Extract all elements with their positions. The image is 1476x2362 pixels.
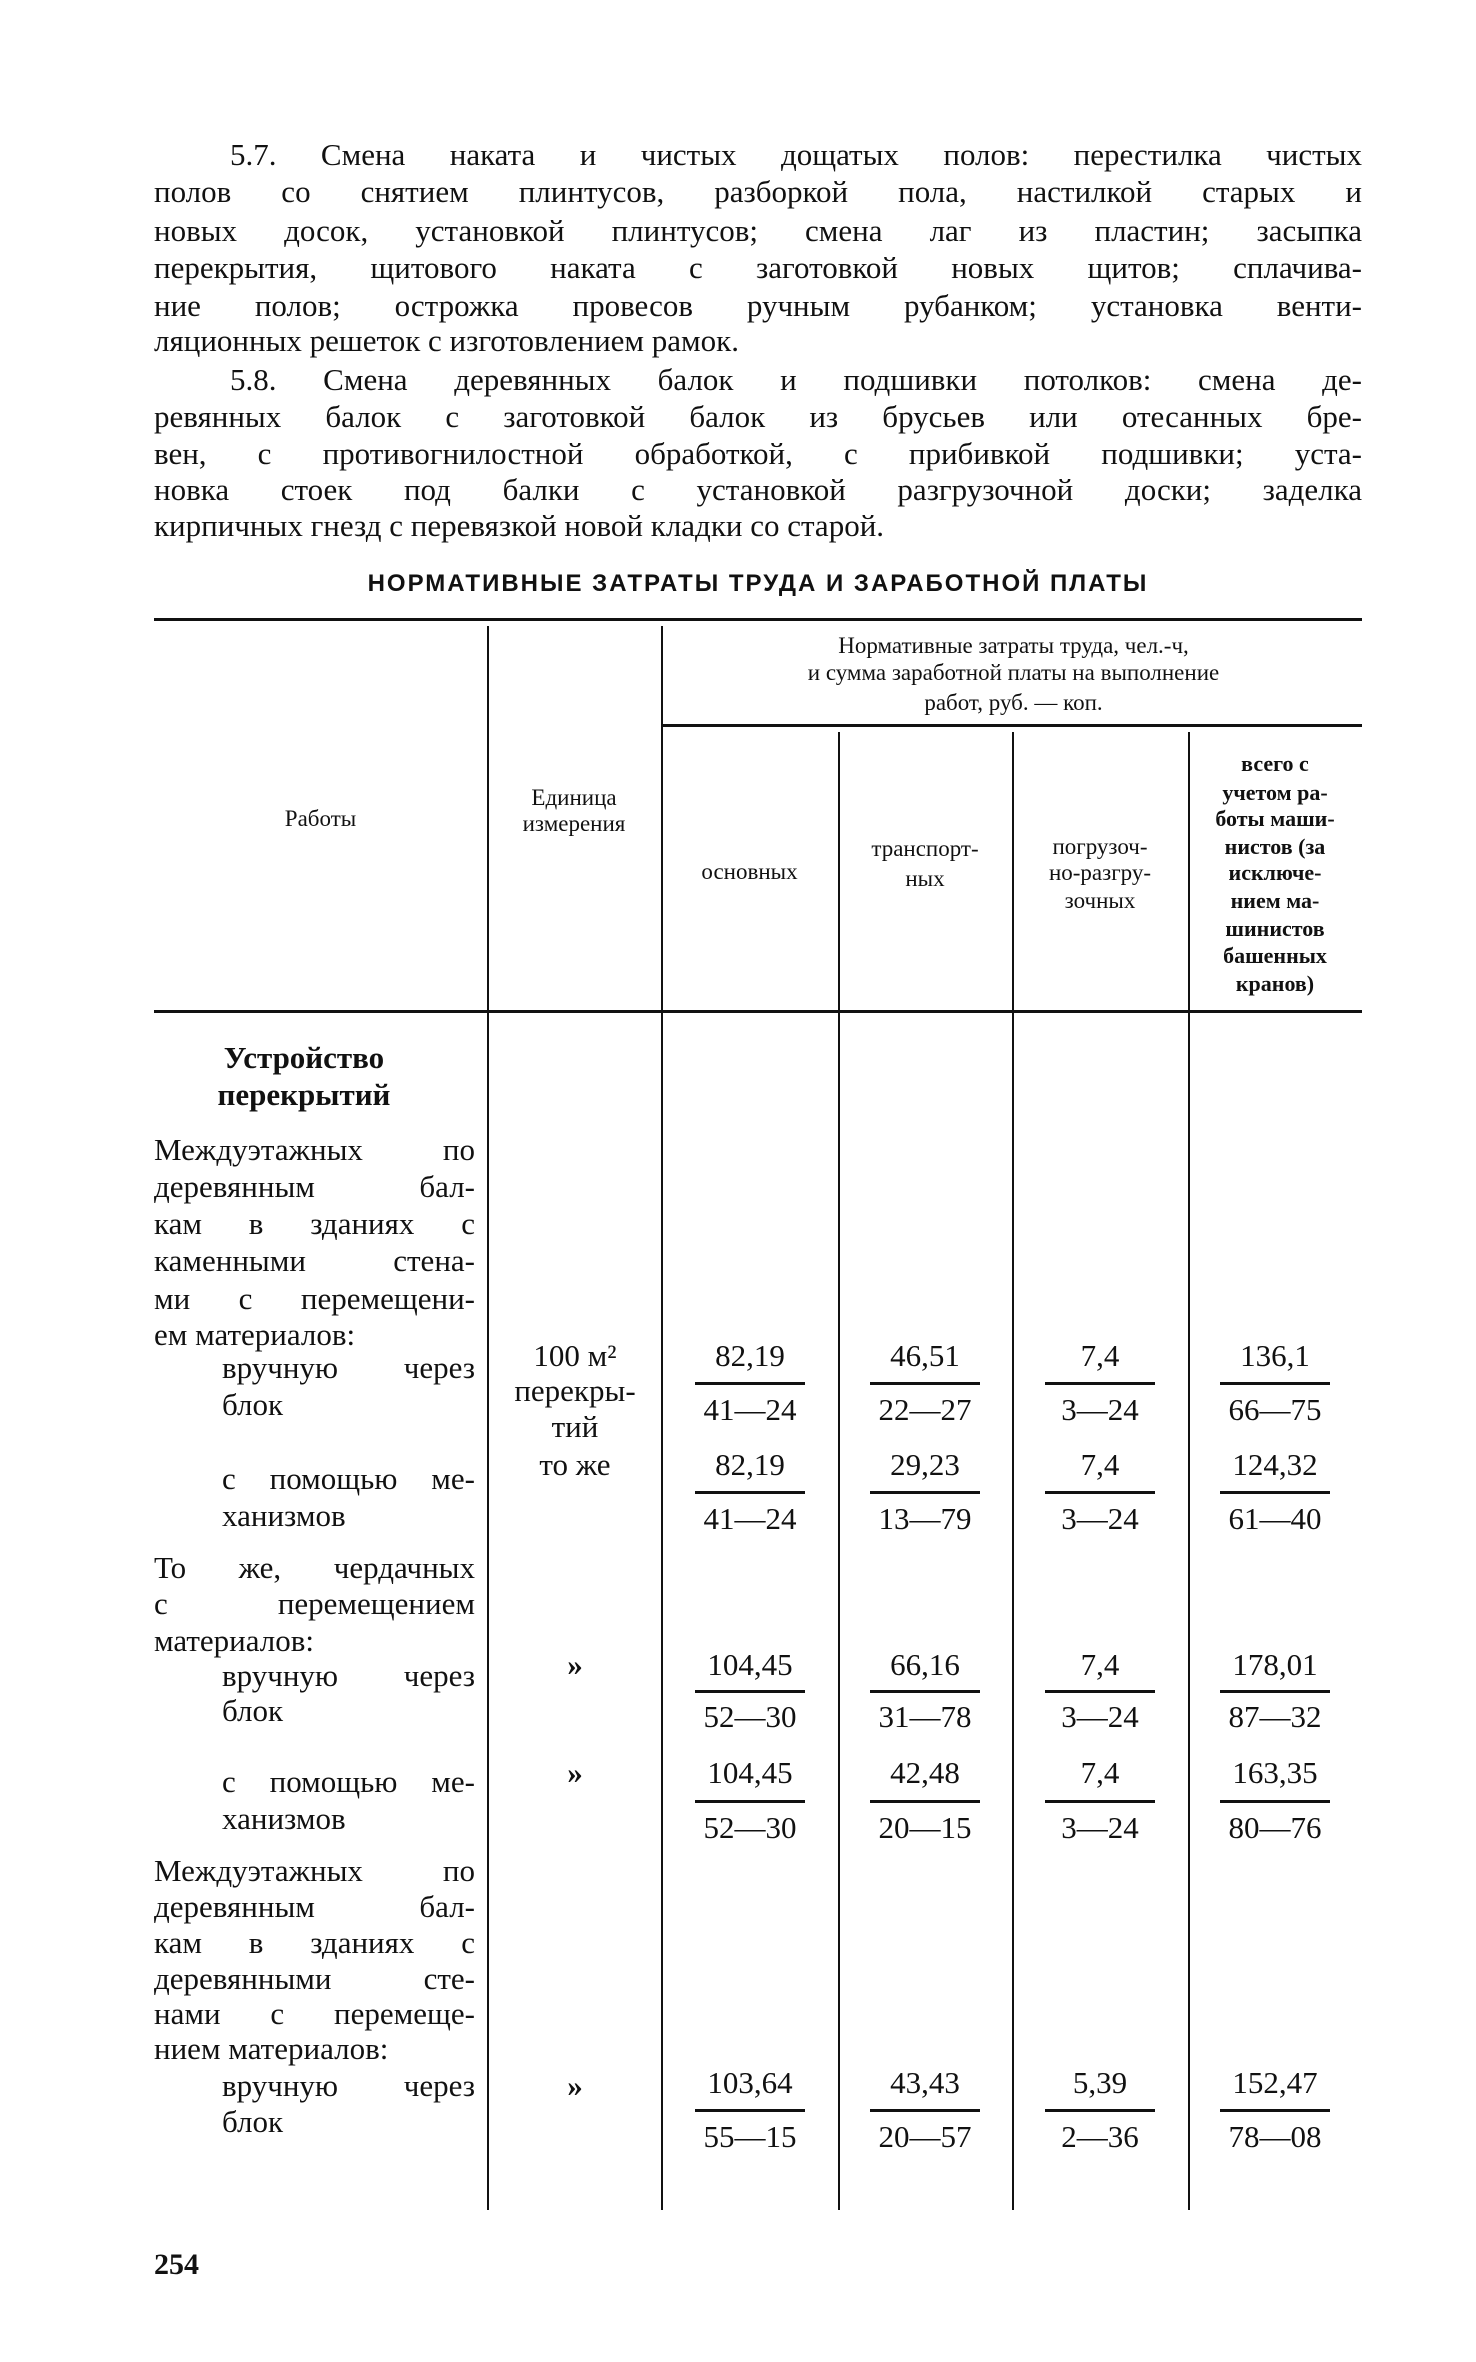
- norm-value-wage: 31—78: [878, 1699, 972, 1734]
- norm-value-labor: 136,1: [1240, 1338, 1310, 1373]
- fraction-line: [1045, 1491, 1155, 1494]
- work-description-line: вручную через: [222, 1658, 475, 1693]
- fraction-line: [695, 1800, 805, 1803]
- paragraph-line: полов со снятием плинтусов, разборкой пола, настилкой старых и: [154, 174, 1362, 209]
- work-description-line: деревянным бал-: [154, 1169, 475, 1204]
- norm-value-labor: 152,47: [1232, 2065, 1318, 2100]
- work-description-line: с перемещением: [154, 1586, 475, 1621]
- fraction-line: [1220, 1491, 1330, 1494]
- unit-line: 100 м²: [533, 1338, 617, 1373]
- paragraph-line: новых досок, установкой плинтусов; смена лаг из пластин; засыпка: [154, 213, 1362, 248]
- fraction-line: [1045, 2109, 1155, 2112]
- fraction-line: [1045, 1690, 1155, 1693]
- work-description-line: деревянным бал-: [154, 1889, 475, 1924]
- norm-value-labor: 7,4: [1080, 1338, 1120, 1373]
- header-bottom-rule: [154, 1010, 1362, 1013]
- fraction-line: [870, 1491, 980, 1494]
- header-column-line: зочных: [1064, 888, 1136, 913]
- norm-value-wage: 61—40: [1228, 1501, 1322, 1536]
- norm-value-labor: 103,64: [707, 2065, 793, 2100]
- header-unit-line: Единица: [531, 785, 617, 810]
- work-description-line: блок: [222, 2104, 284, 2139]
- header-column-line: но-разгру-: [1048, 860, 1152, 885]
- unit-line: »: [567, 1647, 583, 1682]
- header-group-rule: [661, 724, 1362, 727]
- paragraph-line: 5.7. Смена наката и чистых дощатых полов: перестилка чистых: [230, 137, 1362, 172]
- norm-value-wage: 80—76: [1228, 1810, 1322, 1845]
- norm-value-labor: 104,45: [707, 1647, 793, 1682]
- norm-value-labor: 29,23: [890, 1447, 960, 1482]
- header-column-line: нием ма-: [1230, 888, 1320, 913]
- header-column-line: основных: [701, 859, 798, 884]
- norm-value-wage: 66—75: [1228, 1392, 1322, 1427]
- header-group-line: Нормативные затраты труда, чел.-ч,: [838, 633, 1189, 658]
- norm-value-labor: 5,39: [1072, 2065, 1128, 2100]
- norm-value-wage: 20—15: [878, 1810, 972, 1845]
- paragraph-line: новка стоек под балки с установкой разгрузочной доски; заделка: [154, 472, 1362, 507]
- fraction-line: [695, 1382, 805, 1385]
- fraction-line: [870, 1382, 980, 1385]
- paragraph-line: 5.8. Смена деревянных балок и подшивки потолков: смена де-: [230, 362, 1362, 397]
- header-column-line: шинистов: [1225, 916, 1325, 941]
- unit-line: перекры-: [514, 1373, 636, 1408]
- norm-value-labor: 7,4: [1080, 1755, 1120, 1790]
- fraction-line: [870, 2109, 980, 2112]
- norm-value-labor: 163,35: [1232, 1755, 1318, 1790]
- work-description-line: Устройство: [223, 1040, 385, 1075]
- unit-line: »: [567, 2068, 583, 2103]
- norm-value-wage: 78—08: [1228, 2119, 1322, 2154]
- norm-value-labor: 124,32: [1232, 1447, 1318, 1482]
- header-column-line: погрузоч-: [1052, 834, 1148, 859]
- work-description-line: вручную через: [222, 1350, 475, 1385]
- fraction-line: [1220, 1382, 1330, 1385]
- norm-value-labor: 178,01: [1232, 1647, 1318, 1682]
- fraction-line: [695, 2109, 805, 2112]
- unit-line: тий: [551, 1409, 599, 1444]
- work-description-line: ханизмов: [222, 1801, 346, 1836]
- norm-value-labor: 66,16: [890, 1647, 960, 1682]
- work-description-line: материалов:: [154, 1623, 315, 1658]
- norm-value-labor: 7,4: [1080, 1647, 1120, 1682]
- work-description-line: блок: [222, 1693, 284, 1728]
- fraction-line: [1220, 2109, 1330, 2112]
- norm-value-wage: 41—24: [703, 1392, 797, 1427]
- table-title: НОРМАТИВНЫЕ ЗАТРАТЫ ТРУДА И ЗАРАБОТНОЙ ПЛАТЫ: [367, 570, 1149, 597]
- fraction-line: [695, 1491, 805, 1494]
- column-divider: [1012, 732, 1014, 2210]
- fraction-line: [695, 1690, 805, 1693]
- fraction-line: [870, 1690, 980, 1693]
- work-description-line: с помощью ме-: [222, 1461, 475, 1496]
- work-description-line: деревянными сте-: [154, 1961, 475, 1996]
- norm-value-labor: 82,19: [715, 1338, 785, 1373]
- header-column-line: исключе-: [1228, 860, 1322, 885]
- page-number: 254: [154, 2248, 199, 2281]
- paragraph-line: вен, с противогнилостной обработкой, с прибивкой подшивки; уста-: [154, 436, 1362, 471]
- header-unit-line: измерения: [522, 811, 626, 836]
- norm-value-labor: 104,45: [707, 1755, 793, 1790]
- paragraph-line: ние полов; острожка провесов ручным рубанком; установка венти-: [154, 288, 1362, 323]
- fraction-line: [1220, 1690, 1330, 1693]
- norm-value-labor: 43,43: [890, 2065, 960, 2100]
- work-description-line: перекрытий: [217, 1077, 391, 1112]
- header-column-line: транспорт-: [871, 836, 979, 861]
- work-description-line: блок: [222, 1387, 284, 1422]
- norm-value-wage: 3—24: [1061, 1810, 1139, 1845]
- work-description-line: каменными стена-: [154, 1243, 475, 1278]
- header-column-line: учетом ра-: [1222, 780, 1328, 805]
- norm-value-wage: 20—57: [878, 2119, 972, 2154]
- work-description-line: нами с перемеще-: [154, 1996, 475, 2031]
- work-description-line: ем материалов:: [154, 1317, 356, 1352]
- paragraph-line: кирпичных гнезд с перевязкой новой кладки со старой.: [154, 508, 885, 543]
- unit-line: то же: [539, 1447, 611, 1482]
- work-description-line: ми с перемещени-: [154, 1281, 475, 1316]
- header-column-line: всего с: [1241, 751, 1309, 776]
- norm-value-wage: 3—24: [1061, 1392, 1139, 1427]
- norm-value-wage: 2—36: [1061, 2119, 1139, 2154]
- work-description-line: кам в зданиях с: [154, 1925, 475, 1960]
- header-group-line: и сумма заработной платы на выполнение: [807, 660, 1220, 685]
- header-column-line: ных: [905, 866, 945, 891]
- norm-value-wage: 52—30: [703, 1699, 797, 1734]
- work-description-line: Междуэтажных по: [154, 1853, 475, 1888]
- norm-value-labor: 82,19: [715, 1447, 785, 1482]
- work-description-line: с помощью ме-: [222, 1764, 475, 1799]
- work-description-line: Междуэтажных по: [154, 1132, 475, 1167]
- header-column-line: кранов): [1235, 971, 1315, 996]
- norm-value-wage: 87—32: [1228, 1699, 1322, 1734]
- column-divider: [838, 732, 840, 2210]
- norm-value-wage: 55—15: [703, 2119, 797, 2154]
- paragraph-line: ревянных балок с заготовкой балок из брусьев или отесанных бре-: [154, 399, 1362, 434]
- work-description-line: вручную через: [222, 2068, 475, 2103]
- work-description-line: То же, чердачных: [154, 1550, 475, 1585]
- work-description-line: кам в зданиях с: [154, 1206, 475, 1241]
- fraction-line: [1045, 1800, 1155, 1803]
- norm-value-wage: 3—24: [1061, 1501, 1139, 1536]
- header-column-line: боты маши-: [1215, 806, 1335, 831]
- fraction-line: [870, 1800, 980, 1803]
- norm-value-wage: 13—79: [878, 1501, 972, 1536]
- header-column-line: нистов (за: [1224, 834, 1326, 859]
- unit-line: »: [567, 1755, 583, 1790]
- paragraph-line: ляционных решеток с изготовлением рамок.: [154, 323, 739, 358]
- norm-value-wage: 41—24: [703, 1501, 797, 1536]
- norm-value-labor: 46,51: [890, 1338, 960, 1373]
- header-works: Работы: [284, 806, 357, 831]
- header-column-line: башенных: [1223, 943, 1327, 968]
- norm-value-wage: 52—30: [703, 1810, 797, 1845]
- fraction-line: [1045, 1382, 1155, 1385]
- work-description-line: ханизмов: [222, 1498, 346, 1533]
- work-description-line: нием материалов:: [154, 2031, 389, 2066]
- norm-value-wage: 3—24: [1061, 1699, 1139, 1734]
- norm-value-wage: 22—27: [878, 1392, 972, 1427]
- fraction-line: [1220, 1800, 1330, 1803]
- paragraph-line: перекрытия, щитового наката с заготовкой новых щитов; сплачива-: [154, 250, 1362, 285]
- table-top-rule: [154, 618, 1362, 621]
- header-group-line: работ, руб. — коп.: [924, 690, 1103, 715]
- norm-value-labor: 7,4: [1080, 1447, 1120, 1482]
- norm-value-labor: 42,48: [890, 1755, 960, 1790]
